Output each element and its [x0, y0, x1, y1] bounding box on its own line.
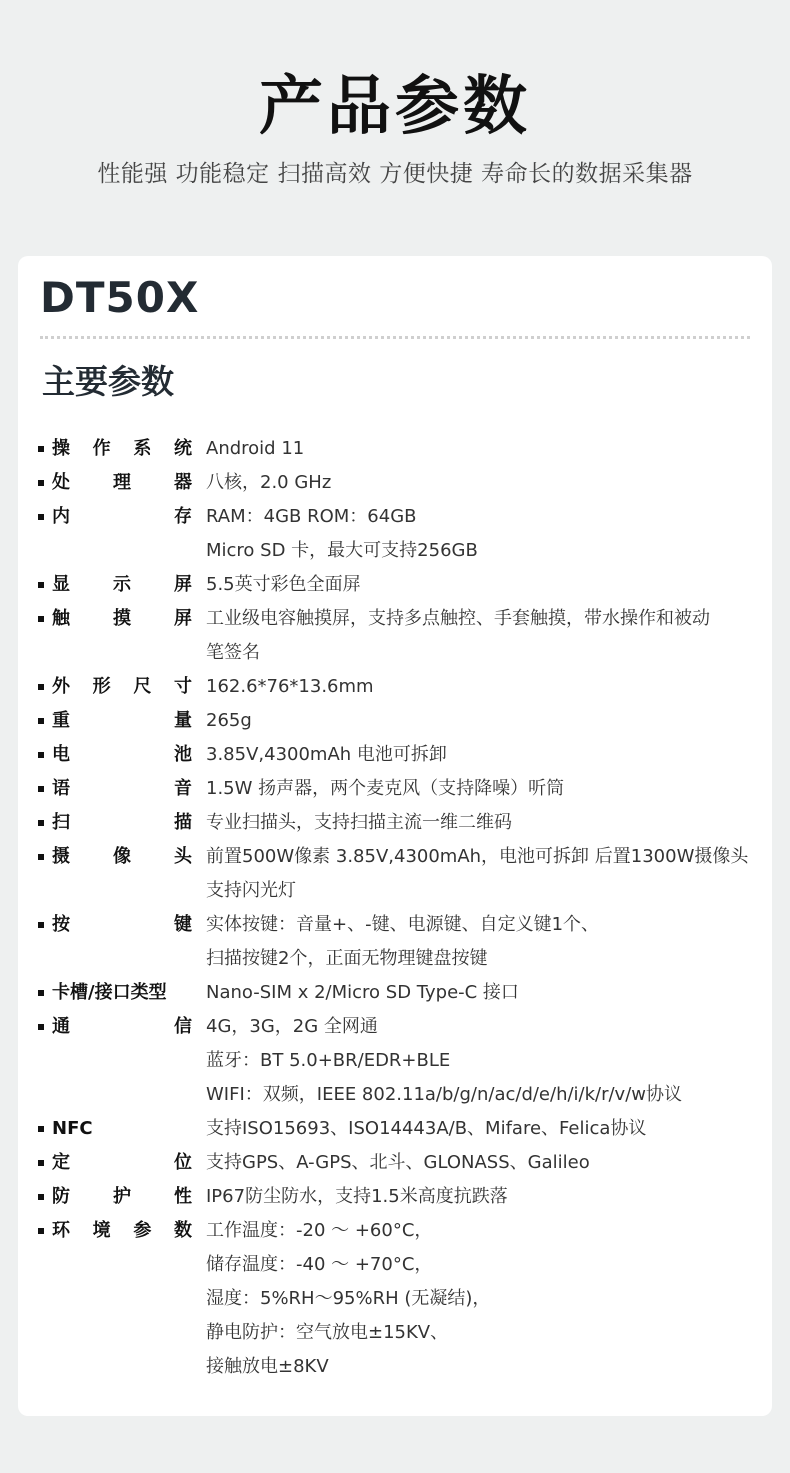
spec-card — [18, 256, 772, 1416]
spec-value: 4G，3G，2G 全网通 — [206, 1016, 378, 1037]
spec-label: 电池 — [52, 744, 192, 765]
spec-values — [206, 500, 758, 568]
spec-row — [38, 1112, 758, 1146]
spec-value: Micro SD 卡，最大可支持256GB — [206, 540, 478, 561]
spec-label: 卡槽/接口类型 — [52, 982, 167, 1003]
bullet-icon — [38, 752, 44, 758]
bullet-icon — [38, 616, 44, 622]
spec-values — [206, 1010, 758, 1112]
spec-label: 处理器 — [52, 472, 192, 493]
spec-value: 工作温度：-20 ～ +60°C， — [206, 1220, 433, 1241]
spec-values — [206, 670, 758, 704]
spec-label: 通信 — [52, 1016, 192, 1037]
spec-value: 湿度：5%RH～95%RH (无凝结)， — [206, 1288, 491, 1309]
spec-value: 专业扫描头，支持扫描主流一维二维码 — [206, 812, 512, 833]
bullet-icon — [38, 786, 44, 792]
bullet-icon — [38, 854, 44, 860]
spec-label: 重量 — [52, 710, 192, 731]
spec-values — [206, 1214, 758, 1384]
spec-value: 162.6*76*13.6mm — [206, 676, 374, 697]
spec-row — [38, 806, 758, 840]
bullet-icon — [38, 1228, 44, 1234]
spec-value: 接触放电±8KV — [206, 1356, 329, 1377]
bullet-icon — [38, 820, 44, 826]
spec-values — [206, 1180, 758, 1214]
spec-row — [38, 976, 758, 1010]
bullet-icon — [38, 990, 44, 996]
spec-row — [38, 1146, 758, 1180]
spec-row — [38, 1214, 758, 1384]
spec-label: 触摸屏 — [52, 608, 192, 629]
bullet-icon — [38, 1194, 44, 1200]
spec-value: 3.85V,4300mAh 电池可拆卸 — [206, 744, 447, 765]
spec-value: 工业级电容触摸屏，支持多点触控、手套触摸，带水操作和被动 — [206, 608, 710, 629]
section-title: 主要参数 — [42, 362, 174, 401]
spec-value: 5.5英寸彩色全面屏 — [206, 574, 361, 595]
spec-values — [206, 976, 758, 1010]
spec-value: Android 11 — [206, 438, 305, 459]
bullet-icon — [38, 480, 44, 486]
spec-row — [38, 704, 758, 738]
spec-values — [206, 432, 758, 466]
spec-label: 定位 — [52, 1152, 192, 1173]
dotted-divider — [40, 336, 750, 339]
bullet-icon — [38, 446, 44, 452]
spec-row — [38, 908, 758, 976]
spec-value: Nano-SIM x 2/Micro SD Type-C 接口 — [206, 982, 519, 1003]
spec-row — [38, 500, 758, 568]
spec-value: 静电防护：空气放电±15KV、 — [206, 1322, 449, 1343]
spec-value: 扫描按键2个，正面无物理键盘按键 — [206, 948, 488, 969]
spec-values — [206, 908, 758, 976]
spec-label: 按键 — [52, 914, 192, 935]
spec-label: 外形尺寸 — [52, 676, 192, 697]
spec-value: WIFI：双频，IEEE 802.11a/b/g/n/ac/d/e/h/i/k/r/v/w协议 — [206, 1084, 682, 1105]
spec-row — [38, 1180, 758, 1214]
spec-value: 蓝牙：BT 5.0+BR/EDR+BLE — [206, 1050, 451, 1071]
spec-row — [38, 466, 758, 500]
bullet-icon — [38, 1024, 44, 1030]
spec-values — [206, 568, 758, 602]
spec-values — [206, 1112, 758, 1146]
bullet-icon — [38, 922, 44, 928]
spec-row — [38, 432, 758, 466]
spec-label: 操作系统 — [52, 438, 192, 459]
spec-row — [38, 1010, 758, 1112]
page-subtitle: 性能强 功能稳定 扫描高效 方便快捷 寿命长的数据采集器 — [97, 161, 693, 187]
bullet-icon — [38, 1126, 44, 1132]
spec-row — [38, 840, 758, 908]
bullet-icon — [38, 684, 44, 690]
model-name: DT50X — [40, 273, 200, 322]
bullet-icon — [38, 514, 44, 520]
spec-values — [206, 806, 758, 840]
spec-value: 八核，2.0 GHz — [206, 472, 332, 493]
spec-label: 语音 — [52, 778, 192, 799]
spec-values — [206, 1146, 758, 1180]
spec-label: 摄像头 — [52, 846, 192, 867]
spec-row — [38, 738, 758, 772]
spec-label: NFC — [52, 1118, 93, 1139]
spec-value: 前置500W像素 3.85V,4300mAh，电池可拆卸 后置1300W摄像头 — [206, 846, 749, 867]
spec-values — [206, 704, 758, 738]
spec-value: 1.5W 扬声器，两个麦克风（支持降噪）听筒 — [206, 778, 565, 799]
spec-label: 扫描 — [52, 812, 192, 833]
spec-value: 支持ISO15693、ISO14443A/B、Mifare、Felica协议 — [206, 1118, 647, 1139]
spec-value: 储存温度：-40 ～ +70°C， — [206, 1254, 433, 1275]
spec-row — [38, 602, 758, 670]
spec-values — [206, 738, 758, 772]
spec-label: 显示屏 — [52, 574, 192, 595]
spec-value: 笔签名 — [206, 642, 260, 663]
spec-list — [38, 432, 758, 1384]
spec-row — [38, 568, 758, 602]
page-title: 产品参数 — [259, 70, 531, 144]
bullet-icon — [38, 582, 44, 588]
spec-values — [206, 772, 758, 806]
spec-value: 支持GPS、A-GPS、北斗、GLONASS、Galileo — [206, 1152, 590, 1173]
spec-label: 内存 — [52, 506, 192, 527]
bullet-icon — [38, 718, 44, 724]
spec-label: 防护性 — [52, 1186, 192, 1207]
bullet-icon — [38, 1160, 44, 1166]
spec-value: 265g — [206, 710, 252, 731]
spec-value: RAM：4GB ROM：64GB — [206, 506, 417, 527]
spec-row — [38, 772, 758, 806]
spec-values — [206, 466, 758, 500]
spec-row — [38, 670, 758, 704]
spec-value: 支持闪光灯 — [206, 880, 296, 901]
spec-value: 实体按键：音量+、-键、电源键、自定义键1个、 — [206, 914, 600, 935]
spec-label: 环境参数 — [52, 1220, 192, 1241]
spec-values — [206, 602, 758, 670]
spec-value: IP67防尘防水，支持1.5米高度抗跌落 — [206, 1186, 508, 1207]
spec-values — [206, 840, 758, 908]
